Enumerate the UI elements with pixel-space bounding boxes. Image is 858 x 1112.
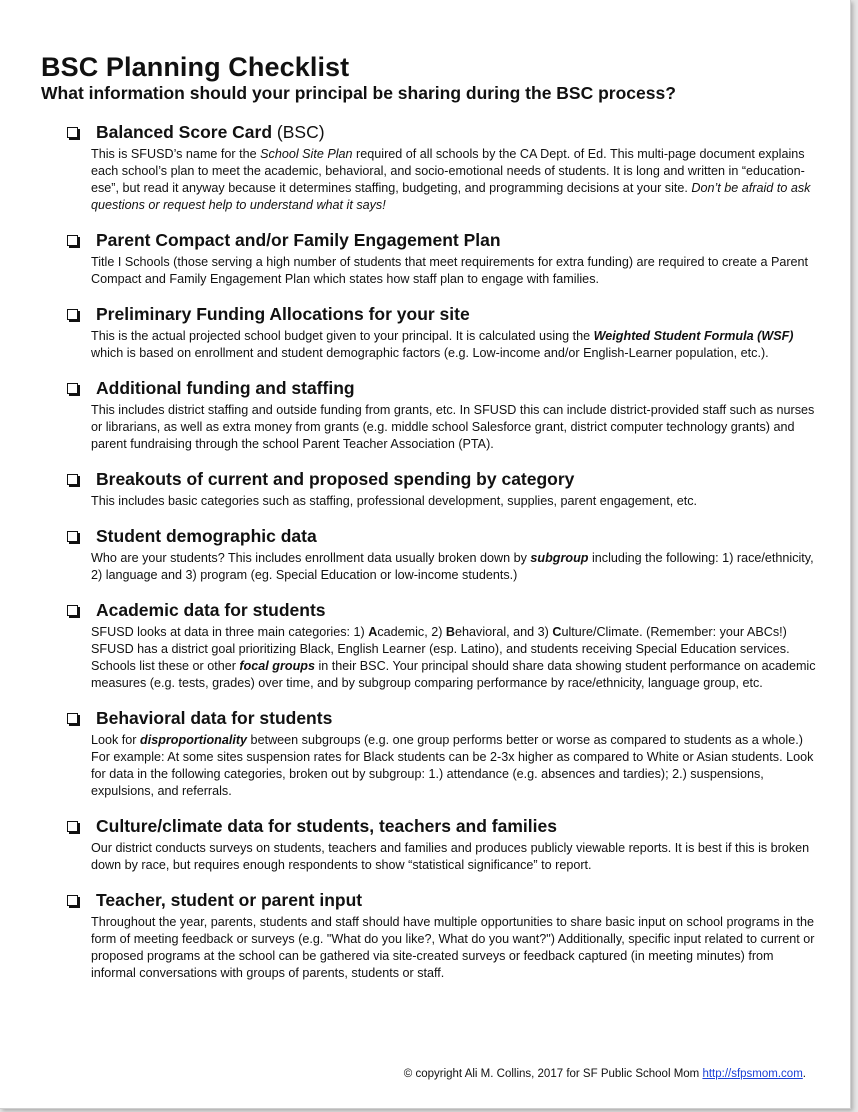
page-title: BSC Planning Checklist: [41, 52, 350, 82]
checklist-item-description: [91, 493, 818, 510]
checklist-item-description: [91, 146, 818, 214]
description-text: This includes district staffing and outside funding from grants, etc. In SFUSD this can include district-provided staff such as nurses or librarians, as well as extra money from grants (e.g. middle school Salesforce grant, district computer technology grants) and parent fundraising through the school Parent Teacher Association (PTA).: [91, 403, 815, 451]
checklist-item-description: [91, 328, 818, 362]
checkbox-icon[interactable]: [67, 821, 78, 832]
checkbox-icon[interactable]: [67, 235, 78, 246]
footer-trailing: .: [802, 1068, 806, 1080]
checkbox-icon[interactable]: [67, 383, 78, 394]
description-text: This is SFUSD’s name for the: [91, 147, 261, 161]
description-text: Our district conducts surveys on students, teachers and families and produces publicly viewable reports. It is best if this is broken down by race, but requires enough respondents to show “statistical significance” to report.: [91, 841, 810, 872]
checklist-item-description: [91, 914, 818, 982]
checklist-item-description: [91, 624, 818, 692]
checklist-item-title-text: Breakouts of current and proposed spending by category: [96, 468, 575, 489]
checklist-item-title: [96, 708, 332, 729]
checklist-item-title: [96, 890, 362, 911]
description-text: B: [445, 625, 456, 639]
description-text: SFUSD looks at data in three main categories: 1): [91, 625, 369, 639]
description-text: Who are your students? This includes enrollment data usually broken down by: [91, 551, 531, 565]
description-text: between subgroups (e.g. one group performs better or worse as compared to students as a whole.) For example: At some sites suspension rates for Black students can be 2-3x higher as compared to White or Asian students. Look for data in the following categories, broken out by subgroup: 1.) attendance (e.g. absences and tardies); 2.) suspensions, expulsions, and referrals.: [91, 733, 814, 798]
checklist-item-header: [66, 301, 818, 327]
checklist-item-title: [96, 378, 355, 399]
checklist-item-title: [96, 816, 557, 837]
checklist-item: [66, 375, 818, 453]
checklist-item: [66, 887, 818, 982]
checklist-item: [66, 523, 818, 584]
checklist: [66, 119, 818, 995]
description-text: focal groups: [239, 659, 315, 673]
description-text: This is the actual projected school budget given to your principal. It is calculated using the: [91, 329, 594, 343]
checklist-item: [66, 705, 818, 800]
checklist-item-description: [91, 550, 818, 584]
description-text: ehavioral, and 3): [455, 625, 553, 639]
checklist-item-title-text: Balanced Score Card: [96, 121, 273, 142]
description-text: Don’t be afraid to ask questions or request help to understand what it says!: [91, 181, 811, 212]
checkbox-icon[interactable]: [67, 605, 78, 616]
checkbox-icon[interactable]: [67, 474, 78, 485]
checklist-item-title: [96, 526, 317, 547]
checkbox-icon[interactable]: [67, 309, 78, 320]
checklist-item: [66, 813, 818, 874]
checklist-item-title-text: Student demographic data: [96, 525, 317, 546]
checklist-item: [66, 466, 818, 510]
checklist-item-title: [96, 304, 470, 325]
description-text: subgroup: [530, 551, 589, 565]
description-text: C: [552, 625, 562, 639]
checklist-item-header: [66, 523, 818, 549]
description-text: required of all schools by the CA Dept. of Ed. This multi-page document explains each school’s plan to meet the academic, behavioral, and socio-emotional needs of students. It is long and written in “education-ese”, but read it anyway because it determines staffing, budgeting, and programming decisions at your site.: [91, 147, 805, 195]
checklist-item-header: [66, 227, 818, 253]
checklist-item-title-text: Behavioral data for students: [96, 707, 333, 728]
checklist-item: [66, 301, 818, 362]
description-text: in their BSC. Your principal should share data showing student performance on academic measures (e.g. tests, grades) over time, and by subgroup comparing performance by race/ethnicity, language group, etc.: [91, 659, 816, 690]
checklist-item-header: [66, 887, 818, 913]
checklist-item-description: [91, 732, 818, 800]
checklist-item-description: [91, 254, 818, 288]
description-text: which is based on enrollment and student demographic factors (e.g. Low-income and/or English-Learner population, etc.).: [91, 346, 769, 360]
checklist-item: [66, 227, 818, 288]
checklist-item: [66, 119, 818, 214]
checklist-item-title-text: Preliminary Funding Allocations for your site: [96, 303, 470, 324]
description-text: disproportionality: [140, 733, 248, 747]
checklist-item-header: [66, 119, 818, 145]
footer-text: © copyright Ali M. Collins, 2017 for SF Public School Mom: [403, 1068, 703, 1080]
checklist-item-title: [96, 230, 501, 251]
description-text: School Site Plan: [260, 147, 353, 161]
checklist-item-title-text: Additional funding and staffing: [96, 377, 355, 398]
checklist-item-header: [66, 466, 818, 492]
checklist-item-title-text: Academic data for students: [96, 599, 326, 620]
description-text: cademic, 2): [377, 625, 446, 639]
description-text: Throughout the year, parents, students and staff should have multiple opportunities to share basic input on school programs in the form of meeting feedback or surveys (e.g. "What do you like?, What do you want?") Additionally, specific input related to current or proposed programs at the school can be gathered via site-created surveys or feedback captured (in meeting minutes) from informal conversations with groups of parents, students or staff.: [91, 915, 815, 980]
description-text: ulture/Climate. (Remember: your ABCs!) SFUSD has a district goal prioritizing Black, English Learner (esp. Latino), and students receiving Special Education services. Schools list these or other: [91, 625, 790, 673]
description-text: A: [368, 625, 378, 639]
checkbox-icon[interactable]: [67, 895, 78, 906]
description-text: Title I Schools (those serving a high number of students that meet requirements for extra funding) are required to create a Parent Compact and Family Engagement Plan which states how staff plan to engage with families.: [91, 255, 809, 286]
checklist-item: [66, 597, 818, 692]
checklist-item-title-suffix: (BSC): [276, 121, 325, 142]
description-text: Look for: [91, 733, 141, 747]
checklist-item-title-text: Parent Compact and/or Family Engagement Plan: [96, 229, 501, 250]
checkbox-icon[interactable]: [67, 531, 78, 542]
checkbox-icon[interactable]: [67, 127, 78, 138]
page-subtitle: What information should your principal be sharing during the BSC process?: [41, 83, 676, 103]
checklist-item-header: [66, 705, 818, 731]
checklist-item-header: [66, 597, 818, 623]
checklist-item-description: [91, 402, 818, 453]
description-text: Weighted Student Formula (WSF): [593, 329, 794, 343]
description-text: This includes basic categories such as staffing, professional development, supplies, parent engagement, etc.: [91, 494, 698, 508]
footer-link[interactable]: http://sfpsmom.com: [702, 1068, 803, 1080]
checklist-item-title-text: Culture/climate data for students, teachers and families: [96, 815, 557, 836]
checklist-item-header: [66, 813, 818, 839]
checklist-item-description: [91, 840, 818, 874]
footer-copyright: [404, 1068, 806, 1080]
checklist-item-title-text: Teacher, student or parent input: [96, 889, 363, 910]
description-text: including the following: 1) race/ethnicity, 2) language and 3) program (eg. Special Education or low-income students.): [91, 551, 814, 582]
checklist-item-header: [66, 375, 818, 401]
checklist-item-title: [96, 122, 325, 143]
checklist-item-title: [96, 469, 574, 490]
checklist-item-title: [96, 600, 326, 621]
checkbox-icon[interactable]: [67, 713, 78, 724]
